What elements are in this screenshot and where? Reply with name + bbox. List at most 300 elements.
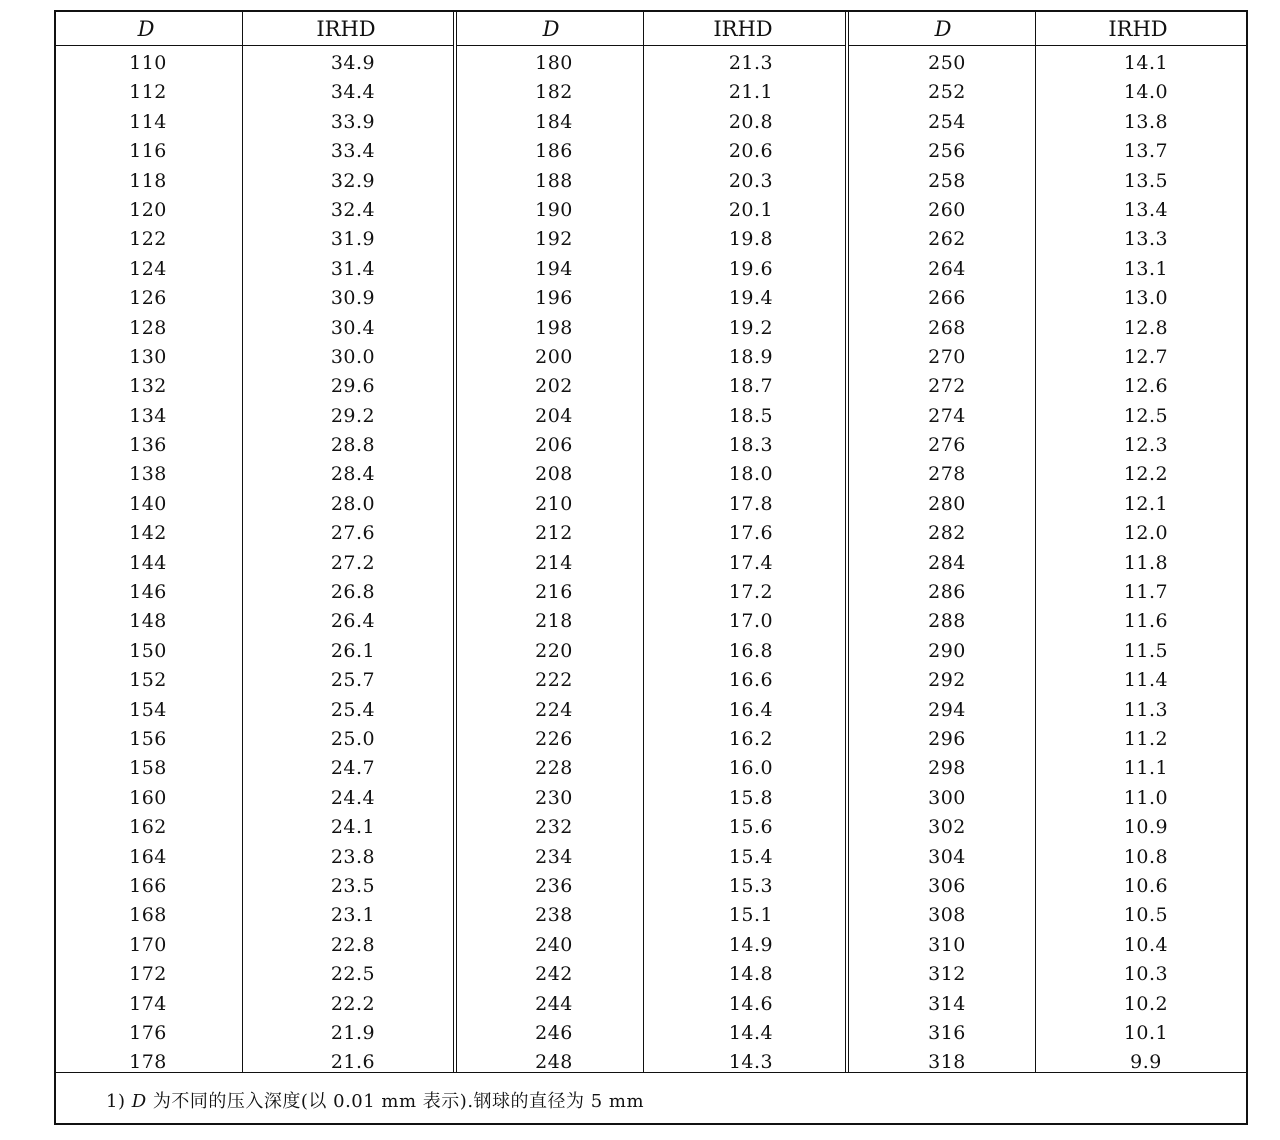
irhd-cell: 11.6 [1123, 610, 1169, 633]
depth-cell: 304 [928, 845, 966, 868]
irhd-cell: 13.3 [1123, 228, 1169, 251]
depth-cell: 286 [928, 581, 966, 604]
table-row [849, 726, 1248, 755]
irhd-cell: 12.5 [1123, 404, 1169, 427]
irhd-cell: 21.1 [728, 81, 774, 104]
irhd-cell: 14.0 [1123, 81, 1169, 104]
depth-cell: 122 [129, 228, 167, 251]
irhd-cell: 13.0 [1123, 287, 1169, 310]
table-block-3 [849, 12, 1248, 1072]
irhd-cell: 17.8 [728, 492, 774, 515]
irhd-cell: 10.4 [1123, 933, 1169, 956]
depth-cell: 218 [535, 610, 573, 633]
depth-cell: 318 [928, 1051, 966, 1074]
table-row [456, 138, 846, 167]
table-row [456, 755, 846, 784]
depth-cell: 298 [928, 757, 966, 780]
irhd-cell: 34.9 [330, 52, 376, 74]
header-d: D [934, 17, 952, 41]
irhd-cell: 30.4 [330, 316, 376, 339]
irhd-cell: 27.6 [330, 522, 376, 545]
table-row [56, 961, 453, 990]
depth-cell: 214 [535, 551, 573, 574]
irhd-cell: 14.9 [728, 933, 774, 956]
table-row [849, 461, 1248, 490]
depth-cell: 238 [535, 904, 573, 927]
header-irhd: IRHD [316, 17, 376, 41]
table-row [849, 961, 1248, 990]
table-row [849, 608, 1248, 637]
irhd-cell: 9.9 [1130, 1051, 1162, 1074]
depth-cell: 264 [928, 257, 966, 280]
depth-cell: 240 [535, 933, 573, 956]
table-row [456, 50, 846, 79]
table-row [456, 961, 846, 990]
table-row [456, 168, 846, 197]
table-row [456, 991, 846, 1020]
table-row [456, 932, 846, 961]
irhd-cell: 15.4 [728, 845, 774, 868]
table-body [849, 50, 1248, 1079]
table-header [456, 12, 846, 46]
depth-cell: 176 [129, 1021, 167, 1044]
depth-cell: 160 [129, 786, 167, 809]
table-row [56, 579, 453, 608]
table-row [56, 226, 453, 255]
irhd-cell: 15.6 [728, 816, 774, 839]
depth-cell: 220 [535, 639, 573, 662]
irhd-cell: 21.3 [728, 52, 774, 74]
table-row [849, 491, 1248, 520]
irhd-cell: 20.8 [728, 110, 774, 133]
irhd-cell: 24.1 [330, 816, 376, 839]
depth-cell: 136 [129, 434, 167, 457]
irhd-cell: 31.4 [330, 257, 376, 280]
depth-cell: 180 [535, 52, 573, 74]
depth-cell: 208 [535, 463, 573, 486]
table-row [456, 491, 846, 520]
depth-cell: 310 [928, 933, 966, 956]
table-row [456, 873, 846, 902]
irhd-cell: 28.0 [330, 492, 376, 515]
table-row [56, 491, 453, 520]
table-body [56, 50, 453, 1079]
header-d: D [542, 17, 560, 41]
depth-cell: 194 [535, 257, 573, 280]
depth-cell: 306 [928, 874, 966, 897]
depth-cell: 158 [129, 757, 167, 780]
table-row [849, 873, 1248, 902]
irhd-cell: 12.8 [1123, 316, 1169, 339]
depth-cell: 294 [928, 698, 966, 721]
table-row [849, 79, 1248, 108]
irhd-cell: 18.7 [728, 375, 774, 398]
irhd-cell: 10.6 [1123, 874, 1169, 897]
depth-cell: 130 [129, 345, 167, 368]
depth-cell: 182 [535, 81, 573, 104]
irhd-cell: 19.8 [728, 228, 774, 251]
table-row [849, 1049, 1248, 1078]
irhd-cell: 18.5 [728, 404, 774, 427]
table-row [56, 138, 453, 167]
irhd-cell: 19.2 [728, 316, 774, 339]
irhd-cell: 25.0 [330, 727, 376, 750]
table-row [849, 344, 1248, 373]
depth-cell: 252 [928, 81, 966, 104]
footnote-marker: 1) [106, 1091, 126, 1112]
depth-cell: 248 [535, 1051, 573, 1074]
irhd-cell: 12.7 [1123, 345, 1169, 368]
table-row [56, 667, 453, 696]
table-row [456, 844, 846, 873]
irhd-cell: 10.5 [1123, 904, 1169, 927]
table-row [849, 256, 1248, 285]
table-row [849, 667, 1248, 696]
table-row [456, 432, 846, 461]
irhd-cell: 17.2 [728, 581, 774, 604]
depth-cell: 142 [129, 522, 167, 545]
table-row [56, 697, 453, 726]
irhd-cell: 16.4 [728, 698, 774, 721]
depth-cell: 190 [535, 198, 573, 221]
table-row [849, 197, 1248, 226]
irhd-conversion-table [54, 10, 1248, 1125]
depth-cell: 200 [535, 345, 573, 368]
irhd-cell: 15.3 [728, 874, 774, 897]
footnote-divider [56, 1072, 1246, 1073]
table-row [456, 109, 846, 138]
depth-cell: 188 [535, 169, 573, 192]
irhd-cell: 17.0 [728, 610, 774, 633]
depth-cell: 284 [928, 551, 966, 574]
depth-cell: 278 [928, 463, 966, 486]
table-row [456, 697, 846, 726]
footnote-symbol: D [131, 1091, 147, 1112]
irhd-cell: 26.4 [330, 610, 376, 633]
table-row [56, 168, 453, 197]
depth-cell: 224 [535, 698, 573, 721]
depth-cell: 202 [535, 375, 573, 398]
irhd-cell: 11.7 [1123, 581, 1169, 604]
depth-cell: 232 [535, 816, 573, 839]
irhd-cell: 29.2 [330, 404, 376, 427]
table-row [456, 226, 846, 255]
table-row [56, 932, 453, 961]
irhd-cell: 10.9 [1123, 816, 1169, 839]
depth-cell: 112 [129, 81, 167, 104]
table-row [56, 109, 453, 138]
table-row [56, 726, 453, 755]
irhd-cell: 19.4 [728, 287, 774, 310]
table-row [56, 403, 453, 432]
irhd-cell: 12.3 [1123, 434, 1169, 457]
depth-cell: 226 [535, 727, 573, 750]
table-row [456, 667, 846, 696]
table-row [56, 315, 453, 344]
depth-cell: 244 [535, 992, 573, 1015]
depth-cell: 234 [535, 845, 573, 868]
irhd-cell: 25.4 [330, 698, 376, 721]
depth-cell: 162 [129, 816, 167, 839]
table-body [456, 50, 846, 1079]
table-row [849, 814, 1248, 843]
table-row [56, 285, 453, 314]
irhd-cell: 14.8 [728, 963, 774, 986]
depth-cell: 156 [129, 727, 167, 750]
table-row [849, 902, 1248, 931]
irhd-cell: 12.1 [1123, 492, 1169, 515]
depth-cell: 196 [535, 287, 573, 310]
irhd-cell: 24.4 [330, 786, 376, 809]
depth-cell: 254 [928, 110, 966, 133]
irhd-cell: 23.5 [330, 874, 376, 897]
irhd-cell: 19.6 [728, 257, 774, 280]
depth-cell: 268 [928, 316, 966, 339]
table-row [849, 785, 1248, 814]
table-row [456, 344, 846, 373]
irhd-cell: 12.2 [1123, 463, 1169, 486]
depth-cell: 172 [129, 963, 167, 986]
depth-cell: 152 [129, 669, 167, 692]
irhd-cell: 14.3 [728, 1051, 774, 1074]
footnote [106, 1087, 644, 1113]
depth-cell: 258 [928, 169, 966, 192]
irhd-cell: 33.4 [330, 140, 376, 163]
table-row [849, 403, 1248, 432]
table-row [56, 256, 453, 285]
table-row [456, 550, 846, 579]
depth-cell: 212 [535, 522, 573, 545]
irhd-cell: 14.6 [728, 992, 774, 1015]
table-row [849, 168, 1248, 197]
depth-cell: 314 [928, 992, 966, 1015]
depth-cell: 260 [928, 198, 966, 221]
footnote-text: 为不同的压入深度(以 0.01 mm 表示).钢球的直径为 5 mm [152, 1091, 645, 1112]
irhd-cell: 15.8 [728, 786, 774, 809]
irhd-cell: 11.0 [1123, 786, 1169, 809]
table-block-1 [56, 12, 453, 1072]
table-row [849, 226, 1248, 255]
irhd-cell: 30.0 [330, 345, 376, 368]
depth-cell: 138 [129, 463, 167, 486]
table-row [849, 844, 1248, 873]
table-row [56, 197, 453, 226]
depth-cell: 242 [535, 963, 573, 986]
depth-cell: 246 [535, 1021, 573, 1044]
depth-cell: 228 [535, 757, 573, 780]
depth-cell: 192 [535, 228, 573, 251]
table-row [849, 550, 1248, 579]
table-row [456, 373, 846, 402]
depth-cell: 274 [928, 404, 966, 427]
table-row [849, 109, 1248, 138]
irhd-cell: 28.4 [330, 463, 376, 486]
table-row [456, 726, 846, 755]
depth-cell: 110 [129, 52, 167, 74]
table-row [56, 608, 453, 637]
table-row [56, 461, 453, 490]
depth-cell: 288 [928, 610, 966, 633]
depth-cell: 206 [535, 434, 573, 457]
table-row [56, 814, 453, 843]
depth-cell: 184 [535, 110, 573, 133]
table-row [456, 461, 846, 490]
irhd-cell: 22.2 [330, 992, 376, 1015]
irhd-cell: 16.0 [728, 757, 774, 780]
table-row [56, 902, 453, 931]
table-row [456, 520, 846, 549]
irhd-cell: 14.4 [728, 1021, 774, 1044]
irhd-cell: 11.5 [1123, 639, 1169, 662]
irhd-cell: 26.1 [330, 639, 376, 662]
depth-cell: 296 [928, 727, 966, 750]
depth-cell: 154 [129, 698, 167, 721]
irhd-cell: 21.9 [330, 1021, 376, 1044]
depth-cell: 148 [129, 610, 167, 633]
irhd-cell: 10.1 [1123, 1021, 1169, 1044]
irhd-cell: 29.6 [330, 375, 376, 398]
table-row [56, 785, 453, 814]
table-header [56, 12, 453, 46]
table-row [56, 344, 453, 373]
header-d: D [137, 17, 155, 41]
irhd-cell: 24.7 [330, 757, 376, 780]
depth-cell: 292 [928, 669, 966, 692]
irhd-cell: 32.4 [330, 198, 376, 221]
table-block-2 [456, 12, 846, 1072]
table-row [849, 755, 1248, 784]
depth-cell: 150 [129, 639, 167, 662]
depth-cell: 198 [535, 316, 573, 339]
irhd-cell: 33.9 [330, 110, 376, 133]
table-row [849, 638, 1248, 667]
depth-cell: 262 [928, 228, 966, 251]
irhd-cell: 11.8 [1123, 551, 1169, 574]
table-header [849, 12, 1248, 46]
irhd-cell: 30.9 [330, 287, 376, 310]
header-irhd: IRHD [713, 17, 773, 41]
irhd-cell: 18.3 [728, 434, 774, 457]
depth-cell: 290 [928, 639, 966, 662]
depth-cell: 178 [129, 1051, 167, 1074]
depth-cell: 186 [535, 140, 573, 163]
irhd-cell: 13.8 [1123, 110, 1169, 133]
irhd-cell: 17.4 [728, 551, 774, 574]
depth-cell: 302 [928, 816, 966, 839]
irhd-cell: 14.1 [1123, 52, 1169, 74]
irhd-cell: 16.8 [728, 639, 774, 662]
irhd-cell: 16.2 [728, 727, 774, 750]
table-row [456, 814, 846, 843]
table-row [56, 373, 453, 402]
table-row [456, 197, 846, 226]
depth-cell: 128 [129, 316, 167, 339]
table-row [56, 638, 453, 667]
depth-cell: 146 [129, 581, 167, 604]
depth-cell: 132 [129, 375, 167, 398]
irhd-cell: 13.5 [1123, 169, 1169, 192]
irhd-cell: 31.9 [330, 228, 376, 251]
depth-cell: 126 [129, 287, 167, 310]
depth-cell: 280 [928, 492, 966, 515]
table-row [456, 403, 846, 432]
irhd-cell: 28.8 [330, 434, 376, 457]
table-row [456, 315, 846, 344]
depth-cell: 114 [129, 110, 167, 133]
depth-cell: 250 [928, 52, 966, 74]
table-row [56, 844, 453, 873]
table-row [56, 550, 453, 579]
irhd-cell: 10.8 [1123, 845, 1169, 868]
irhd-cell: 18.0 [728, 463, 774, 486]
irhd-cell: 32.9 [330, 169, 376, 192]
irhd-cell: 26.8 [330, 581, 376, 604]
depth-cell: 170 [129, 933, 167, 956]
table-row [849, 432, 1248, 461]
table-row [456, 79, 846, 108]
table-row [849, 285, 1248, 314]
table-row [456, 1020, 846, 1049]
table-row [456, 256, 846, 285]
irhd-cell: 21.6 [330, 1051, 376, 1074]
table-row [56, 79, 453, 108]
depth-cell: 204 [535, 404, 573, 427]
depth-cell: 282 [928, 522, 966, 545]
irhd-cell: 10.3 [1123, 963, 1169, 986]
depth-cell: 118 [129, 169, 167, 192]
table-row [56, 1049, 453, 1078]
table-row [456, 1049, 846, 1078]
table-row [456, 608, 846, 637]
depth-cell: 124 [129, 257, 167, 280]
depth-cell: 210 [535, 492, 573, 515]
table-row [456, 902, 846, 931]
irhd-cell: 15.1 [728, 904, 774, 927]
irhd-cell: 13.4 [1123, 198, 1169, 221]
irhd-cell: 10.2 [1123, 992, 1169, 1015]
irhd-cell: 17.6 [728, 522, 774, 545]
table-row [849, 1020, 1248, 1049]
depth-cell: 140 [129, 492, 167, 515]
table-row [456, 785, 846, 814]
depth-cell: 168 [129, 904, 167, 927]
table-row [849, 520, 1248, 549]
irhd-cell: 16.6 [728, 669, 774, 692]
table-row [849, 932, 1248, 961]
table-row [849, 991, 1248, 1020]
depth-cell: 164 [129, 845, 167, 868]
depth-cell: 236 [535, 874, 573, 897]
depth-cell: 316 [928, 1021, 966, 1044]
depth-cell: 166 [129, 874, 167, 897]
irhd-cell: 18.9 [728, 345, 774, 368]
depth-cell: 308 [928, 904, 966, 927]
table-row [56, 432, 453, 461]
irhd-cell: 12.6 [1123, 375, 1169, 398]
irhd-cell: 11.4 [1123, 669, 1169, 692]
table-row [849, 373, 1248, 402]
table-row [56, 991, 453, 1020]
table-row [456, 579, 846, 608]
table-row [849, 50, 1248, 79]
irhd-cell: 22.5 [330, 963, 376, 986]
table-row [56, 520, 453, 549]
depth-cell: 300 [928, 786, 966, 809]
irhd-cell: 34.4 [330, 81, 376, 104]
depth-cell: 272 [928, 375, 966, 398]
irhd-cell: 13.7 [1123, 140, 1169, 163]
depth-cell: 116 [129, 140, 167, 163]
